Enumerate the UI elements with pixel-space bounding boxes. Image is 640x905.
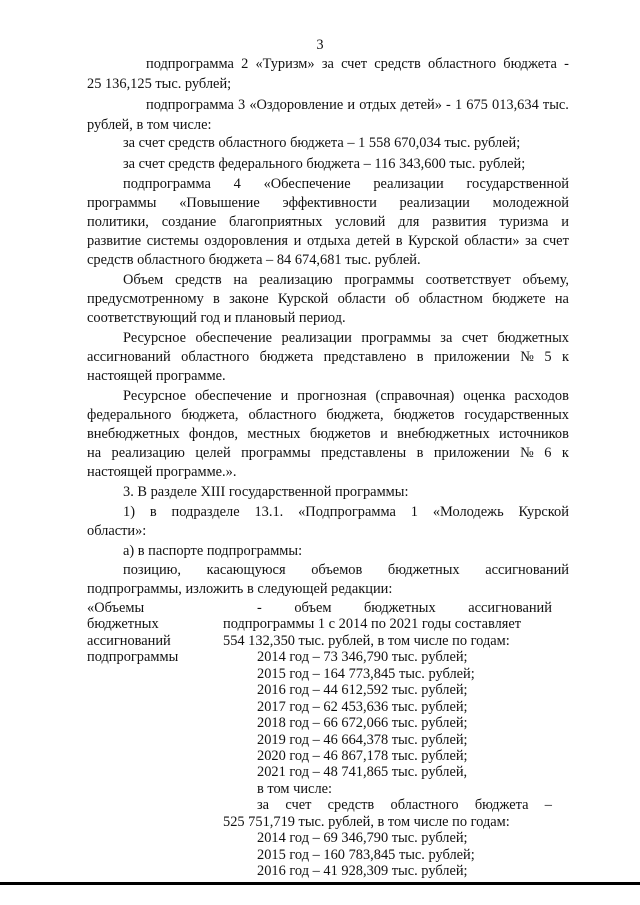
bottom-rule (0, 882, 640, 885)
text-line: подпрограмма 2 «Туризм» за счет средств областного бюджета - (146, 56, 569, 72)
text-line: средств областного бюджета – 84 674,681 тыс. рублей. (87, 252, 421, 268)
passport-value-line: 2015 год – 160 783,845 тыс. рублей; (257, 846, 475, 863)
text-line: федерального бюджета, областного бюджета, бюджетов государственных (87, 407, 569, 423)
passport-value-line: за счет средств областного бюджета – (257, 797, 552, 814)
passport-value-line: 2016 год – 44 612,592 тыс. рублей; (257, 682, 468, 699)
passport-value-line: 2018 год – 66 672,066 тыс. рублей; (257, 715, 468, 732)
text-line: Ресурсное обеспечение и прогнозная (справочная) оценка расходов (123, 388, 569, 404)
text-line: программы «Повышение эффективности реализации молодежной (87, 195, 569, 211)
passport-value-line: 2020 год – 46 867,178 тыс. рублей; (257, 747, 468, 764)
passport-value-line: 2017 год – 62 453,636 тыс. рублей; (257, 698, 468, 715)
text-line: предусмотренному в законе Курской области об областном бюджете на (87, 291, 569, 307)
text-line: области»: (87, 523, 147, 539)
passport-value-line: 554 132,350 тыс. рублей, в том числе по годам: (223, 632, 510, 649)
text-line: 25 136,125 тыс. рублей; (87, 76, 232, 92)
text-line: подпрограмма 4 «Обеспечение реализации государственной (123, 176, 569, 192)
text-line: за счет средств областного бюджета – 1 558 670,034 тыс. рублей; (123, 135, 521, 151)
text-line: а) в паспорте подпрограммы: (123, 543, 303, 559)
passport-value-line: 2016 год – 41 928,309 тыс. рублей; (257, 863, 468, 879)
text-line: позицию, касающуюся объемов бюджетных ассигнований (123, 562, 569, 578)
passport-value-line: 2021 год – 48 741,865 тыс. рублей, (257, 764, 468, 781)
passport-value-line: 2014 год – 73 346,790 тыс. рублей; (257, 649, 468, 666)
text-line: политики, создание благоприятных условий для развития туризма и (87, 214, 569, 230)
text-line: подпрограммы, изложить в следующей редакции: (87, 581, 393, 597)
text-line: внебюджетных фондов, местных бюджетов и внебюджетных источников (87, 426, 569, 442)
text-line: развитие системы оздоровления и отдыха детей в Курской области» за счет (87, 233, 569, 249)
text-line: настоящей программе. (87, 368, 226, 384)
text-line: Ресурсное обеспечение реализации программы за счет бюджетных (123, 330, 569, 346)
passport-value-line: 525 751,719 тыс. рублей, в том числе по годам: (223, 813, 510, 830)
passport-label-line: ассигнований (87, 632, 171, 649)
passport-value-line: 2019 год – 46 664,378 тыс. рублей; (257, 731, 468, 748)
text-line: на реализацию целей программы представлены в приложении № 6 к (87, 445, 569, 461)
text-line: ассигнований областного бюджета представлено в приложении № 5 к (87, 349, 569, 365)
page-number: 3 (316, 37, 324, 53)
passport-label-line: бюджетных (87, 616, 159, 633)
passport-value-line: в том числе: (257, 780, 333, 797)
text-line: настоящей программе.». (87, 464, 237, 480)
text-line: подпрограмма 3 «Оздоровление и отдых детей» - 1 675 013,634 тыс. (146, 97, 569, 113)
passport-value-line: 2014 год – 69 346,790 тыс. рублей; (257, 830, 468, 847)
passport-label-line: подпрограммы (87, 649, 179, 666)
passport-value-line: 2015 год – 164 773,845 тыс. рублей; (257, 665, 475, 682)
text-line: соответствующий год и плановый период. (87, 310, 346, 326)
passport-value-line: подпрограммы 1 с 2014 по 2021 годы составляет (223, 616, 522, 633)
text-line: Объем средств на реализацию программы соответствует объему, (123, 272, 569, 288)
text-line: 3. В разделе XIII государственной программы: (123, 484, 409, 500)
passport-value-line: - объем бюджетных ассигнований (257, 600, 552, 616)
passport-label-line: «Объемы (87, 600, 145, 616)
text-line: рублей, в том числе: (87, 117, 212, 133)
text-line: 1) в подразделе 13.1. «Подпрограмма 1 «Молодежь Курской (123, 504, 569, 520)
text-line: за счет средств федерального бюджета – 116 343,600 тыс. рублей; (123, 156, 526, 172)
